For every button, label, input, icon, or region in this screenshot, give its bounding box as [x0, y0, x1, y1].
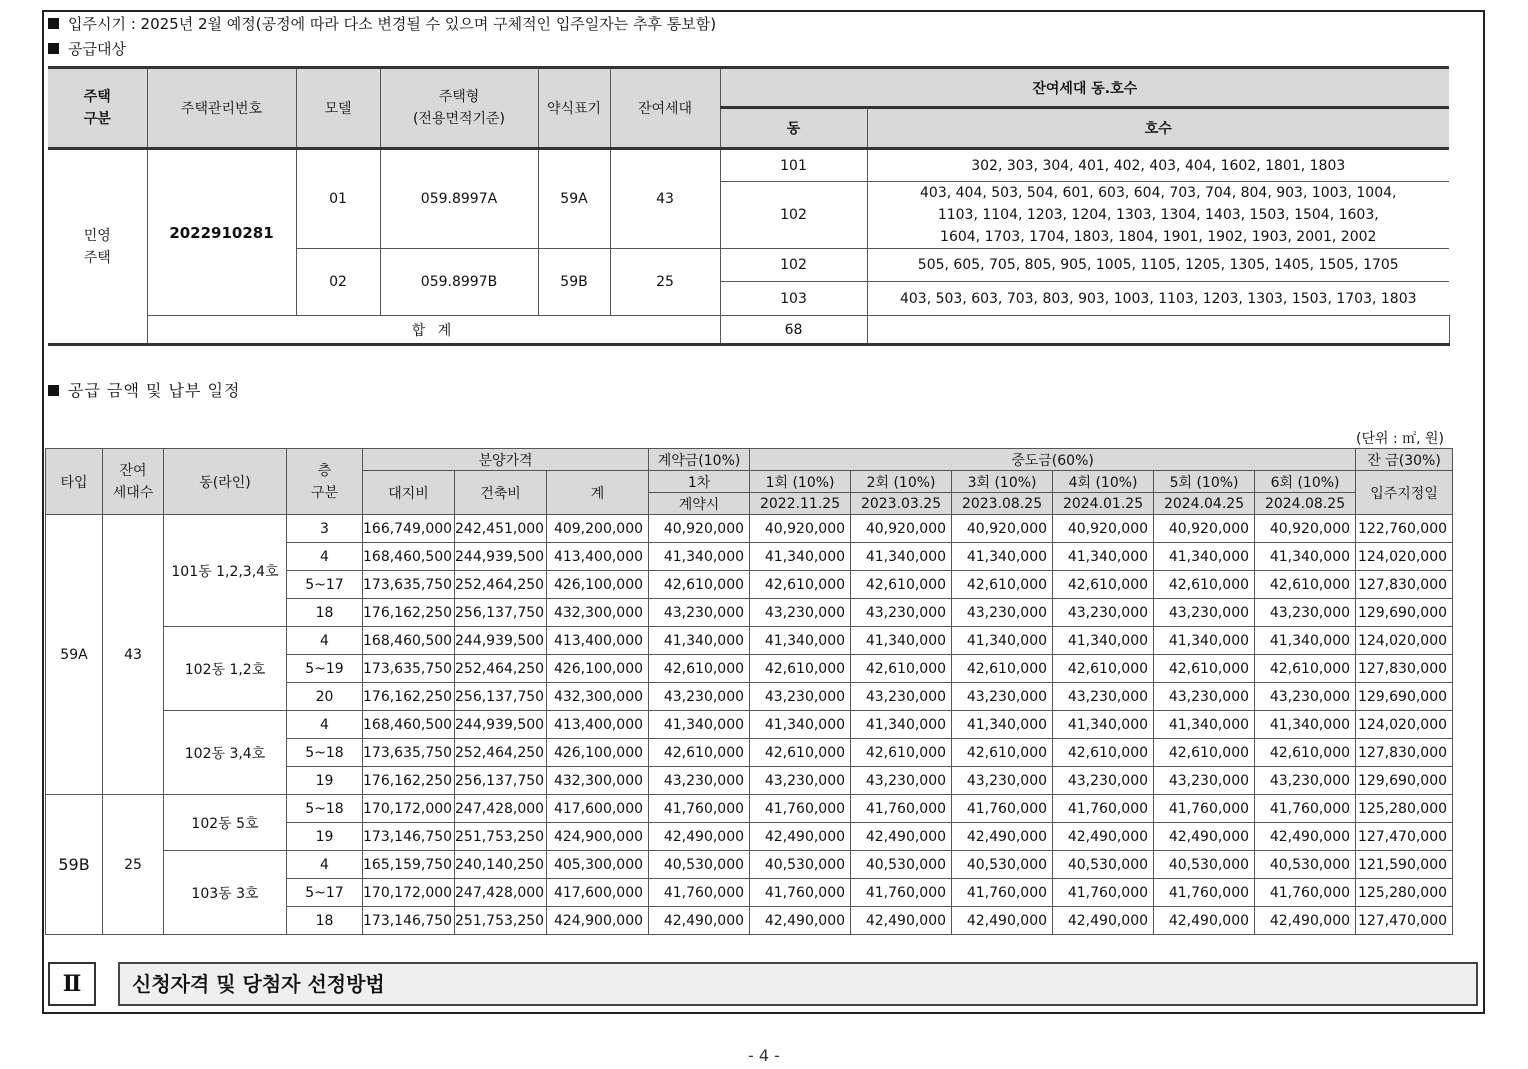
header-house-type: 주택형 (전용면적기준)	[380, 68, 538, 149]
total-price-cell: 405,300,000	[547, 851, 649, 879]
installment-1-cell: 42,610,000	[750, 571, 851, 599]
installment-6-cell: 42,610,000	[1255, 571, 1356, 599]
installment-5-cell: 40,530,000	[1154, 851, 1255, 879]
installment-6-cell: 41,340,000	[1255, 627, 1356, 655]
building-price-cell: 240,140,250	[455, 851, 547, 879]
building-price-cell: 244,939,500	[455, 711, 547, 739]
building-price-cell: 242,451,000	[455, 515, 547, 543]
installment-2-cell: 40,530,000	[851, 851, 952, 879]
installment-2-cell: 42,610,000	[851, 739, 952, 767]
total-price-cell: 426,100,000	[547, 571, 649, 599]
installment-2-cell: 43,230,000	[851, 599, 952, 627]
total-price-cell: 409,200,000	[547, 515, 649, 543]
building-price-cell: 251,753,250	[455, 907, 547, 935]
deposit-cell: 43,230,000	[649, 683, 750, 711]
header-date-6: 2024.08.25	[1255, 493, 1356, 515]
installment-4-cell: 43,230,000	[1053, 767, 1154, 795]
balance-cell: 127,830,000	[1356, 655, 1453, 683]
housing-category: 민영 주택	[48, 149, 147, 345]
header-date-5: 2024.04.25	[1154, 493, 1255, 515]
installment-4-cell: 42,490,000	[1053, 907, 1154, 935]
building-price-cell: 256,137,750	[455, 599, 547, 627]
building-price-cell: 251,753,250	[455, 823, 547, 851]
header-date-4: 2024.01.25	[1053, 493, 1154, 515]
floor-cell: 19	[287, 767, 363, 795]
row-ho: 403, 404, 503, 504, 601, 603, 604, 703, 704, 804, 903, 1003, 1004, 1103, 1104, 1203, 1204, 1303, 1304, 1403, 1503, 1504, 1603, 1604, 1703, 1704, 1803, 1804, 1901, 1902, 1903, 2001, 2002	[867, 182, 1449, 249]
installment-6-cell: 42,610,000	[1255, 739, 1356, 767]
floor-cell: 4	[287, 543, 363, 571]
installment-6-cell: 43,230,000	[1255, 683, 1356, 711]
floor-cell: 5~18	[287, 795, 363, 823]
installment-2-cell: 42,610,000	[851, 571, 952, 599]
floor-cell: 18	[287, 599, 363, 627]
balance-cell: 129,690,000	[1356, 767, 1453, 795]
installment-5-cell: 42,490,000	[1154, 907, 1255, 935]
installment-2-cell: 42,490,000	[851, 907, 952, 935]
header-model: 모델	[296, 68, 380, 149]
installment-3-cell: 40,530,000	[952, 851, 1053, 879]
header-type: 타입	[46, 449, 103, 515]
installment-5-cell: 41,340,000	[1154, 711, 1255, 739]
installment-5-cell: 41,760,000	[1154, 795, 1255, 823]
floor-cell: 5~17	[287, 879, 363, 907]
balance-cell: 124,020,000	[1356, 627, 1453, 655]
row-ho: 403, 503, 603, 703, 803, 903, 1003, 1103, 1203, 1303, 1503, 1703, 1803	[899, 290, 1417, 307]
dong-line-cell: 102동 3,4호	[164, 711, 287, 795]
header-abbr: 약식표기	[538, 68, 610, 149]
price-row	[46, 851, 1453, 879]
floor-cell: 20	[287, 683, 363, 711]
balance-cell: 122,760,000	[1356, 515, 1453, 543]
installment-1-cell: 40,920,000	[750, 515, 851, 543]
row-dong: 103	[720, 282, 867, 316]
installment-6-cell: 42,490,000	[1255, 823, 1356, 851]
section-title: 신청자격 및 당첨자 선정방법	[118, 962, 1478, 1006]
land-price-cell: 173,146,750	[363, 907, 455, 935]
installment-3-cell: 42,610,000	[952, 739, 1053, 767]
row-dong: 101	[720, 149, 867, 182]
installment-3-cell: 42,490,000	[952, 823, 1053, 851]
header-contract-1: 1차	[649, 471, 750, 493]
header-installment-3: 3회 (10%)	[952, 471, 1053, 493]
deposit-cell: 41,340,000	[649, 711, 750, 739]
installment-5-cell: 43,230,000	[1154, 683, 1255, 711]
total-label: 합 계	[147, 316, 720, 345]
installment-4-cell: 41,760,000	[1053, 879, 1154, 907]
price-table	[45, 448, 1453, 935]
type-02: 059.8997B	[380, 249, 538, 316]
total-price-cell: 413,400,000	[547, 543, 649, 571]
floor-cell: 18	[287, 907, 363, 935]
row-ho: 302, 303, 304, 401, 402, 403, 404, 1602, 1801, 1803	[867, 149, 1449, 182]
installment-2-cell: 42,610,000	[851, 655, 952, 683]
header-ho: 호수	[867, 108, 1449, 149]
deposit-cell: 43,230,000	[649, 767, 750, 795]
move-in-text: 입주시기 : 2025년 2월 예정(공정에 따라 다소 변경될 수 있으며 구체적인 입주일자는 추후 통보함)	[68, 15, 717, 33]
header-contract: 계약금(10%)	[649, 449, 750, 471]
installment-1-cell: 43,230,000	[750, 599, 851, 627]
land-price-cell: 168,460,500	[363, 543, 455, 571]
installment-5-cell: 42,610,000	[1154, 571, 1255, 599]
deposit-cell: 42,490,000	[649, 823, 750, 851]
installment-1-cell: 40,530,000	[750, 851, 851, 879]
row-dong: 102	[720, 249, 867, 282]
land-price-cell: 165,159,750	[363, 851, 455, 879]
total-price-cell: 432,300,000	[547, 599, 649, 627]
price-row	[46, 711, 1453, 739]
floor-cell: 5~19	[287, 655, 363, 683]
installment-4-cell: 41,340,000	[1053, 711, 1154, 739]
installment-4-cell: 42,610,000	[1053, 571, 1154, 599]
installment-5-cell: 40,920,000	[1154, 515, 1255, 543]
row-dong: 102	[720, 182, 867, 249]
installment-1-cell: 43,230,000	[750, 683, 851, 711]
deposit-cell: 40,920,000	[649, 515, 750, 543]
installment-2-cell: 43,230,000	[851, 767, 952, 795]
installment-2-cell: 41,760,000	[851, 795, 952, 823]
price-row	[46, 627, 1453, 655]
supply-target-line	[48, 38, 126, 59]
installment-3-cell: 43,230,000	[952, 599, 1053, 627]
type-cell: 59B	[46, 795, 103, 935]
abbr-02: 59B	[538, 249, 610, 316]
installment-4-cell: 42,610,000	[1053, 655, 1154, 683]
section-numeral: Ⅱ	[48, 962, 96, 1006]
floor-cell: 5~17	[287, 571, 363, 599]
header-land: 대지비	[363, 471, 455, 515]
deposit-cell: 40,530,000	[649, 851, 750, 879]
header-date-2: 2023.03.25	[851, 493, 952, 515]
balance-cell: 127,830,000	[1356, 571, 1453, 599]
header-installment-2: 2회 (10%)	[851, 471, 952, 493]
installment-3-cell: 42,490,000	[952, 907, 1053, 935]
deposit-cell: 41,340,000	[649, 543, 750, 571]
model-02: 02	[296, 249, 380, 316]
land-price-cell: 168,460,500	[363, 627, 455, 655]
header-dong-line: 동(라인)	[164, 449, 287, 515]
land-price-cell: 166,749,000	[363, 515, 455, 543]
installment-3-cell: 41,760,000	[952, 879, 1053, 907]
installment-6-cell: 42,490,000	[1255, 907, 1356, 935]
header-total: 계	[547, 471, 649, 515]
header-building: 건축비	[455, 471, 547, 515]
installment-6-cell: 41,340,000	[1255, 711, 1356, 739]
header-remaining: 잔여세대	[610, 68, 720, 149]
total-count: 68	[720, 316, 867, 345]
installment-5-cell: 42,490,000	[1154, 823, 1255, 851]
count-02: 25	[610, 249, 720, 316]
building-price-cell: 252,464,250	[455, 571, 547, 599]
installment-2-cell: 41,340,000	[851, 627, 952, 655]
header-mgmt-no: 주택관리번호	[147, 68, 296, 149]
installment-4-cell: 42,490,000	[1053, 823, 1154, 851]
land-price-cell: 173,146,750	[363, 823, 455, 851]
installment-5-cell: 41,340,000	[1154, 543, 1255, 571]
installment-1-cell: 41,760,000	[750, 795, 851, 823]
installment-2-cell: 41,340,000	[851, 711, 952, 739]
installment-4-cell: 43,230,000	[1053, 683, 1154, 711]
balance-cell: 127,470,000	[1356, 823, 1453, 851]
model-01: 01	[296, 149, 380, 249]
installment-3-cell: 41,340,000	[952, 627, 1053, 655]
installment-1-cell: 43,230,000	[750, 767, 851, 795]
total-dong-empty	[867, 316, 1449, 345]
installment-5-cell: 43,230,000	[1154, 767, 1255, 795]
move-in-line	[48, 13, 716, 34]
mgmt-number: 2022910281	[147, 149, 296, 316]
installment-5-cell: 41,340,000	[1154, 627, 1255, 655]
land-price-cell: 173,635,750	[363, 655, 455, 683]
deposit-cell: 42,490,000	[649, 907, 750, 935]
installment-4-cell: 41,760,000	[1053, 795, 1154, 823]
building-price-cell: 256,137,750	[455, 683, 547, 711]
bullet-square-icon	[48, 18, 59, 29]
deposit-cell: 41,760,000	[649, 879, 750, 907]
balance-cell: 125,280,000	[1356, 879, 1453, 907]
floor-cell: 19	[287, 823, 363, 851]
installment-1-cell: 41,760,000	[750, 879, 851, 907]
page-number: - 4 -	[748, 1046, 780, 1065]
installment-1-cell: 41,340,000	[750, 543, 851, 571]
installment-1-cell: 42,490,000	[750, 823, 851, 851]
installment-2-cell: 41,760,000	[851, 879, 952, 907]
deposit-cell: 43,230,000	[649, 599, 750, 627]
land-price-cell: 173,635,750	[363, 571, 455, 599]
installment-6-cell: 40,920,000	[1255, 515, 1356, 543]
total-price-cell: 426,100,000	[547, 739, 649, 767]
unit-note: (단위 : ㎡, 원)	[1356, 431, 1445, 447]
building-price-cell: 247,428,000	[455, 795, 547, 823]
header-balance-when: 입주지정일	[1356, 471, 1453, 515]
supply-target-heading: 공급대상	[68, 40, 126, 58]
installment-5-cell: 42,610,000	[1154, 739, 1255, 767]
dong-line-cell: 102동 5호	[164, 795, 287, 851]
total-price-cell: 413,400,000	[547, 711, 649, 739]
total-price-cell: 424,900,000	[547, 823, 649, 851]
installment-6-cell: 41,760,000	[1255, 879, 1356, 907]
land-price-cell: 170,172,000	[363, 879, 455, 907]
header-middle: 중도금(60%)	[750, 449, 1356, 471]
installment-3-cell: 42,610,000	[952, 571, 1053, 599]
balance-cell: 124,020,000	[1356, 543, 1453, 571]
supply-table	[48, 66, 1449, 346]
installment-4-cell: 41,340,000	[1053, 543, 1154, 571]
count-01: 43	[610, 149, 720, 249]
installment-5-cell: 41,760,000	[1154, 879, 1255, 907]
installment-6-cell: 41,760,000	[1255, 795, 1356, 823]
installment-6-cell: 41,340,000	[1255, 543, 1356, 571]
installment-3-cell: 41,760,000	[952, 795, 1053, 823]
total-price-cell: 426,100,000	[547, 655, 649, 683]
installment-6-cell: 43,230,000	[1255, 767, 1356, 795]
balance-cell: 129,690,000	[1356, 683, 1453, 711]
installment-2-cell: 42,490,000	[851, 823, 952, 851]
balance-cell: 127,830,000	[1356, 739, 1453, 767]
bullet-square-icon	[48, 43, 59, 54]
price-row	[46, 515, 1453, 543]
installment-1-cell: 41,340,000	[750, 711, 851, 739]
total-price-cell: 424,900,000	[547, 907, 649, 935]
installment-2-cell: 43,230,000	[851, 683, 952, 711]
installment-3-cell: 43,230,000	[952, 683, 1053, 711]
installment-4-cell: 41,340,000	[1053, 627, 1154, 655]
dong-line-cell: 102동 1,2호	[164, 627, 287, 711]
installment-5-cell: 42,610,000	[1154, 655, 1255, 683]
floor-cell: 3	[287, 515, 363, 543]
installment-6-cell: 43,230,000	[1255, 599, 1356, 627]
header-balance: 잔 금(30%)	[1356, 449, 1453, 471]
installment-6-cell: 42,610,000	[1255, 655, 1356, 683]
floor-cell: 5~18	[287, 739, 363, 767]
installment-1-cell: 41,340,000	[750, 627, 851, 655]
building-price-cell: 244,939,500	[455, 543, 547, 571]
total-price-cell: 413,400,000	[547, 627, 649, 655]
header-dong: 동	[720, 108, 867, 149]
header-floor: 층 구분	[287, 449, 363, 515]
installment-1-cell: 42,490,000	[750, 907, 851, 935]
installment-3-cell: 43,230,000	[952, 767, 1053, 795]
installment-4-cell: 40,920,000	[1053, 515, 1154, 543]
header-installment-1: 1회 (10%)	[750, 471, 851, 493]
abbr-01: 59A	[538, 149, 610, 249]
land-price-cell: 168,460,500	[363, 711, 455, 739]
header-contract-when: 계약시	[649, 493, 750, 515]
building-price-cell: 256,137,750	[455, 767, 547, 795]
balance-cell: 124,020,000	[1356, 711, 1453, 739]
installment-6-cell: 40,530,000	[1255, 851, 1356, 879]
installment-3-cell: 42,610,000	[952, 655, 1053, 683]
installment-3-cell: 41,340,000	[952, 711, 1053, 739]
row-ho: 505, 605, 705, 805, 905, 1005, 1105, 1205, 1305, 1405, 1505, 1705	[867, 249, 1449, 282]
installment-4-cell: 42,610,000	[1053, 739, 1154, 767]
header-date-3: 2023.08.25	[952, 493, 1053, 515]
header-installment-4: 4회 (10%)	[1053, 471, 1154, 493]
price-section-line	[48, 378, 240, 401]
installment-3-cell: 41,340,000	[952, 543, 1053, 571]
header-installment-5: 5회 (10%)	[1154, 471, 1255, 493]
floor-cell: 4	[287, 851, 363, 879]
floor-cell: 4	[287, 627, 363, 655]
total-price-cell: 417,600,000	[547, 795, 649, 823]
installment-5-cell: 43,230,000	[1154, 599, 1255, 627]
installment-4-cell: 40,530,000	[1053, 851, 1154, 879]
balance-cell: 127,470,000	[1356, 907, 1453, 935]
deposit-cell: 42,610,000	[649, 739, 750, 767]
type-01: 059.8997A	[380, 149, 538, 249]
building-price-cell: 252,464,250	[455, 739, 547, 767]
total-price-cell: 432,300,000	[547, 767, 649, 795]
price-section-title: 공급 금액 및 납부 일정	[68, 381, 241, 400]
balance-cell: 121,590,000	[1356, 851, 1453, 879]
installment-1-cell: 42,610,000	[750, 655, 851, 683]
header-installment-6: 6회 (10%)	[1255, 471, 1356, 493]
total-price-cell: 432,300,000	[547, 683, 649, 711]
type-cell: 59A	[46, 515, 103, 795]
dong-line-cell: 101동 1,2,3,4호	[164, 515, 287, 627]
installment-3-cell: 40,920,000	[952, 515, 1053, 543]
deposit-cell: 42,610,000	[649, 655, 750, 683]
installment-1-cell: 42,610,000	[750, 739, 851, 767]
header-housing-type: 주택 구분	[48, 68, 147, 149]
floor-cell: 4	[287, 711, 363, 739]
land-price-cell: 170,172,000	[363, 795, 455, 823]
building-price-cell: 244,939,500	[455, 627, 547, 655]
balance-cell: 125,280,000	[1356, 795, 1453, 823]
installment-2-cell: 40,920,000	[851, 515, 952, 543]
price-row	[46, 795, 1453, 823]
installment-2-cell: 41,340,000	[851, 543, 952, 571]
deposit-cell: 42,610,000	[649, 571, 750, 599]
building-price-cell: 247,428,000	[455, 879, 547, 907]
remaining-count-cell: 43	[103, 515, 164, 795]
deposit-cell: 41,760,000	[649, 795, 750, 823]
header-sale-price: 분양가격	[363, 449, 649, 471]
land-price-cell: 173,635,750	[363, 739, 455, 767]
land-price-cell: 176,162,250	[363, 683, 455, 711]
installment-4-cell: 43,230,000	[1053, 599, 1154, 627]
balance-cell: 129,690,000	[1356, 599, 1453, 627]
land-price-cell: 176,162,250	[363, 767, 455, 795]
deposit-cell: 41,340,000	[649, 627, 750, 655]
header-date-1: 2022.11.25	[750, 493, 851, 515]
dong-line-cell: 103동 3호	[164, 851, 287, 935]
header-units-group: 잔여세대 동.호수	[720, 68, 1449, 108]
total-price-cell: 417,600,000	[547, 879, 649, 907]
header-remaining: 잔여 세대수	[103, 449, 164, 515]
land-price-cell: 176,162,250	[363, 599, 455, 627]
remaining-count-cell: 25	[103, 795, 164, 935]
building-price-cell: 252,464,250	[455, 655, 547, 683]
bullet-square-icon	[48, 385, 59, 396]
